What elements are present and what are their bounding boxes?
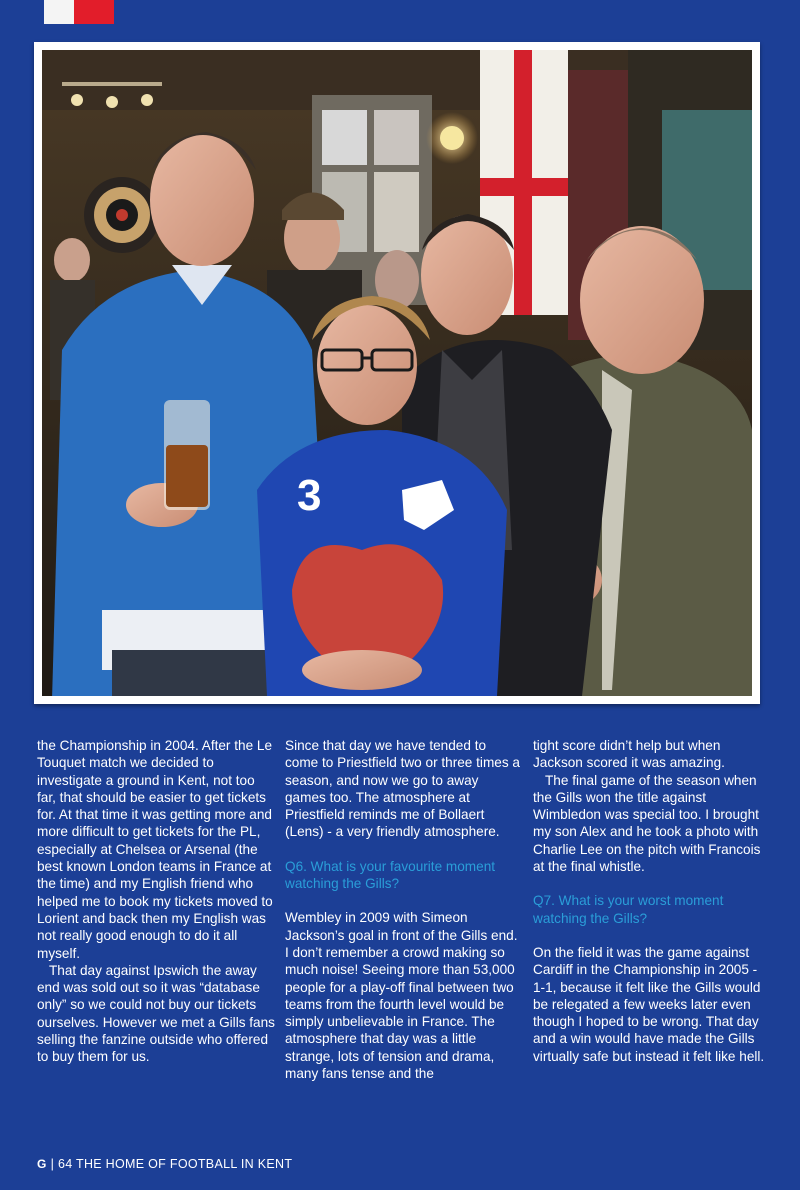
french-flag-decoration: [36, 0, 114, 24]
col3-paragraph-3: On the field it was the game against Cardiff in the Championship in 2005 - 1-1, because it felt like the Gills would be relegated a few weeks later even though I hoped to be wrong. That day and a win would have made the Gills virtually safe but instead it felt like hell.: [533, 944, 765, 1064]
col3-paragraph-2: The final game of the season when the Gills won the title against Wimbledon was special too. I brought my son Alex and he took a photo with Charlie Lee on the pitch with Francois at the final whistle.: [533, 772, 761, 875]
question-7: Q7. What is your worst moment watching the Gills?: [533, 893, 724, 926]
col1-paragraph-2: That day against Ipswich the away end was sold out so it was “database only” so we could not buy our tickets ourselves. However we met a Gills fans selling the fanzine outside who offered to buy them for us.: [37, 962, 275, 1065]
footer-logo-icon: G: [37, 1157, 47, 1171]
group-photo-frame: [34, 42, 760, 704]
col3-paragraph-1: tight score didn’t help but when Jackson scored it was amazing.: [533, 738, 725, 771]
jersey-number: 3: [297, 471, 322, 520]
col1-paragraph-1: the Championship in 2004. After the Le Touquet match we decided to investigate a ground in Kent, not too far, that should be easier to get tickets for. At that time it was getting more and more difficult to get tickets for the PL, especially at Chelsea or Arsenal (the best known London teams in France at the time) and my English friend who helped me to book my tickets moved to Lorient and back then my English was not really good enough to do it all myself.: [37, 738, 273, 961]
group-photo: [42, 50, 752, 696]
col2-paragraph-1: Since that day we have tended to come to Priestfield two or three times a season, and now we go to away games too. The atmosphere at Priestfield reminds me of Bollaert (Lens) - a very friendly atmosphere.: [285, 738, 520, 840]
question-6: Q6. What is your favourite moment watching the Gills?: [285, 858, 496, 892]
col2-paragraph-2: Wembley in 2009 with Simeon Jackson’s goal in front of the Gills end. I don’t remember a crowd making so much noise! Seeing more than 53,000 people for a play-off final between two teams from the fourth level would be simply unbelievable in France. The atmosphere that day was a little strange, lots of tension and drama, many fans tense and the: [285, 910, 518, 1082]
column-1: [37, 737, 275, 1066]
footer-text: | 64 THE HOME OF FOOTBALL IN KENT: [50, 1157, 293, 1171]
page-footer: [37, 1157, 292, 1171]
column-2: [285, 737, 523, 1082]
column-3: [533, 737, 771, 1065]
